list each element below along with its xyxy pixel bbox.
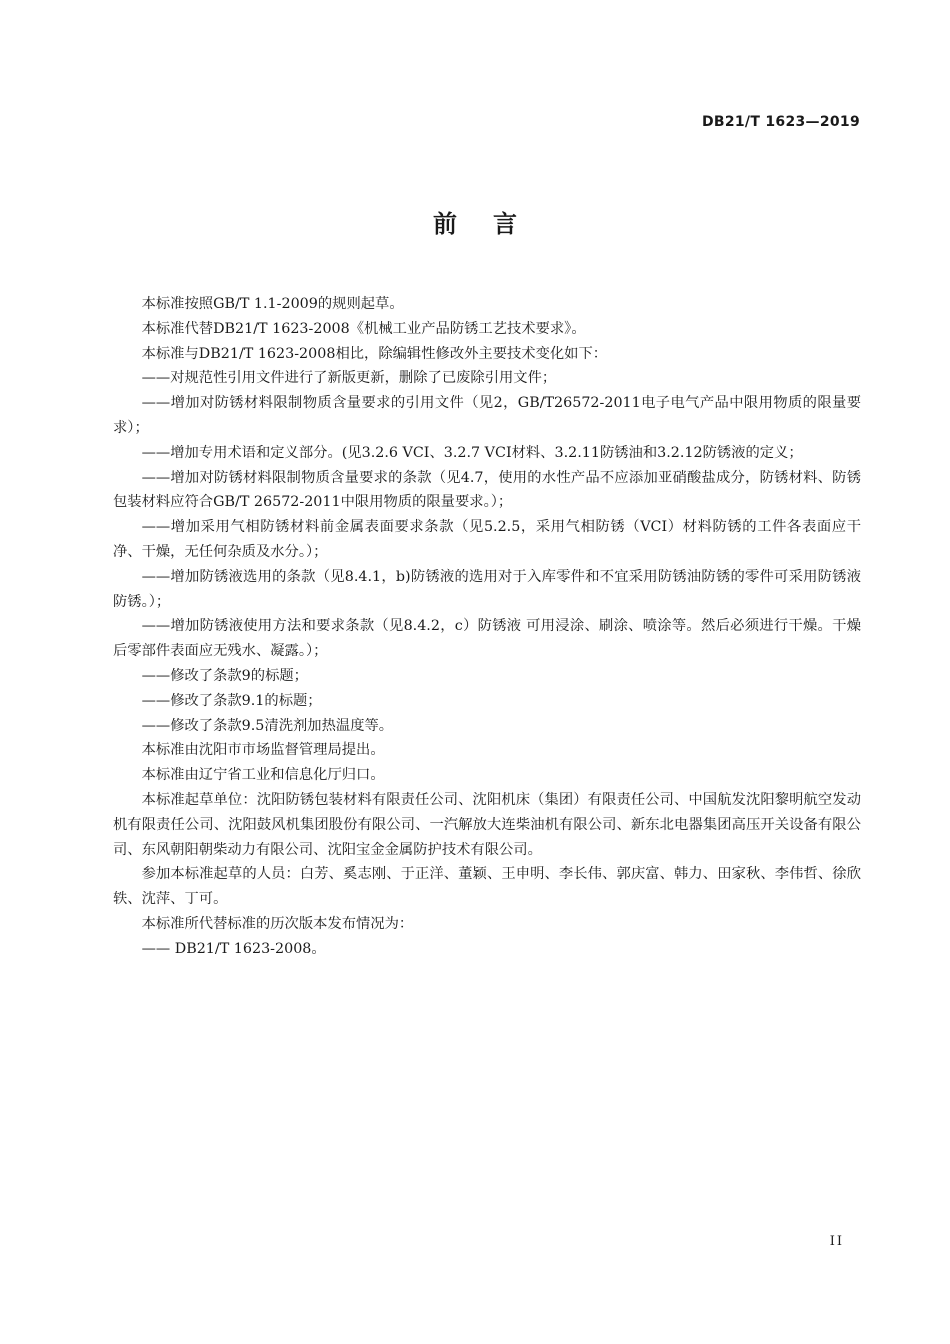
paragraph: ——增加防锈液选用的条款（见8.4.1，b)防锈液的选用对于入库零件和不宜采用防锈油防锈的零件可采用防锈液防锈。）； (113, 568, 861, 610)
paragraph: 本标准所代替标准的历次版本发布情况为： (141, 915, 414, 932)
paragraph: ——对规范性引用文件进行了新版更新，删除了已废除引用文件； (141, 370, 557, 387)
paragraph: 本标准起草单位：沈阳防锈包装材料有限责任公司、沈阳机床（集团）有限责任公司、中国航发沈阳黎明航空发动机有限责任公司、沈阳鼓风机集团股份有限公司、一汽解放大连柴油机有限公司、新东北电器集团高压开关设备有限公司、东风朝阳朝柴动力有限公司、沈阳宝金金属防护技术有限公司。 (113, 791, 861, 858)
paragraph: 本标准代替DB21/T 1623-2008《机械工业产品防锈工艺技术要求》。 (141, 320, 586, 337)
paragraph: 本标准由沈阳市市场监督管理局提出。 (141, 742, 385, 759)
paragraph: ——增加采用气相防锈材料前金属表面要求条款（见5.2.5，采用气相防锈（VCI）材料防锈的工件各表面应干净、干燥，无任何杂质及水分。）； (113, 519, 861, 560)
preface-body (113, 292, 861, 962)
paragraph: ——修改了条款9的标题； (141, 667, 308, 684)
paragraph: ——增加对防锈材料限制物质含量要求的条款（见4.7，使用的水性产品不应添加亚硝酸盐成分，防锈材料、防锈包装材料应符合GB/T 26572-2011中限用物质的限量要求。）； (113, 469, 861, 511)
paragraph: 本标准与DB21/T 1623-2008相比，除编辑性修改外主要技术变化如下： (141, 345, 608, 362)
page-title: 前言 (433, 210, 553, 238)
paragraph: ——增加专用术语和定义部分。(见3.2.6 VCI、3.2.7 VCI材料、3.2.11防锈油和3.2.12防锈液的定义； (141, 444, 803, 461)
document-code: DB21/T 1623—2019 (701, 114, 860, 130)
paragraph: ——增加防锈液使用方法和要求条款（见8.4.2，c）防锈液 可用浸涂、刷涂、喷涂等。然后必须进行干燥。干燥后零部件表面应无残水、凝露。）； (113, 618, 861, 660)
paragraph: 参加本标准起草的人员：白芳、奚志刚、于正洋、董颖、王申明、李长伟、郭庆富、韩力、田家秋、李伟哲、徐欣轶、沈萍、丁可。 (113, 866, 861, 908)
paragraph: 本标准按照GB/T 1.1-2009的规则起草。 (141, 296, 404, 312)
paragraph: —— DB21/T 1623-2008。 (141, 940, 326, 957)
paragraph: ——修改了条款9.5清洗剂加热温度等。 (141, 717, 394, 734)
paragraph: 本标准由辽宁省工业和信息化厅归口。 (141, 767, 385, 784)
paragraph: ——增加对防锈材料限制物质含量要求的引用文件（见2，GB/T26572-2011电子电气产品中限用物质的限量要求）； (113, 395, 861, 436)
paragraph: ——修改了条款9.1的标题； (141, 692, 322, 709)
page-number: II (829, 1234, 844, 1249)
